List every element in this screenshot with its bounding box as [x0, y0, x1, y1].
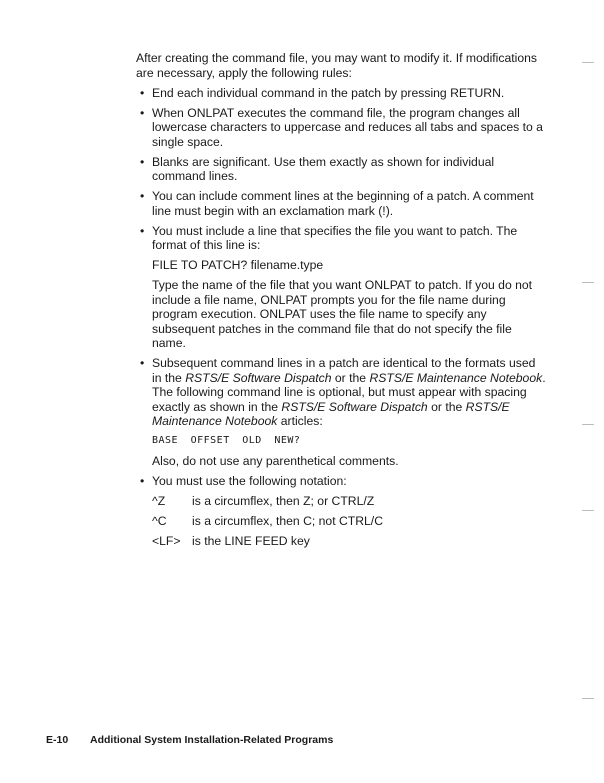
- list-item: [136, 155, 548, 184]
- bullet-icon: •: [140, 356, 145, 370]
- list-item-text: End each individual command in the patch by pressing RETURN.: [152, 85, 505, 100]
- page-footer: [46, 734, 333, 746]
- notation-row: [152, 534, 548, 549]
- bullet-icon: •: [140, 105, 145, 120]
- book-title: RSTS/E Software Dispatch: [185, 370, 332, 385]
- bullet-icon: •: [140, 85, 145, 100]
- page-number: E-10: [46, 734, 69, 746]
- rules-list: [136, 86, 548, 549]
- notation-desc: is a circumflex, then C; not CTRL/C: [192, 514, 383, 528]
- bullet-icon: •: [140, 154, 145, 169]
- list-item-text: You can include comment lines at the beginning of a patch. A comment line must begin with an exclamation mark (!).: [152, 189, 534, 218]
- document-body: [136, 51, 548, 554]
- command-line-example: BASE OFFSET OLD NEW?: [152, 435, 301, 446]
- book-title: RSTS/E Maintenance Notebook: [369, 370, 543, 385]
- notation-desc: is the LINE FEED key: [192, 534, 310, 548]
- file-paragraph: Type the name of the file that you want ONLPAT to patch. If you do not include a file name, ONLPAT prompts you for the file name during program execution. ONLPAT uses the file name to specify any subsequent patches in the command file that do not specify the file name.: [152, 278, 533, 350]
- margin-mark: [582, 698, 594, 699]
- subsequent-paragraph: [152, 356, 548, 429]
- margin-mark: [582, 282, 594, 283]
- text: articles:: [277, 414, 323, 428]
- list-item-text: You must use the following notation:: [152, 474, 347, 488]
- notation-key: ^Z: [152, 494, 166, 508]
- book-title: RSTS/E Software Dispatch: [281, 399, 428, 414]
- list-item-text: Blanks are significant. Use them exactly as shown for individual command lines.: [152, 154, 495, 183]
- list-item: [136, 224, 548, 351]
- list-item-text: When ONLPAT executes the command file, the program changes all lowercase characters to uppercase and reduces all tabs and spaces to a single space.: [152, 105, 543, 149]
- notation-row: [152, 494, 548, 509]
- bullet-icon: •: [140, 189, 145, 203]
- bullet-icon: •: [140, 223, 145, 238]
- list-item: [136, 189, 548, 218]
- notation-key: <LF>: [152, 534, 181, 548]
- text: . The following command line is optional, but must appear with spacing exactly as shown in the: [152, 370, 546, 414]
- margin-mark: [582, 62, 594, 63]
- also-paragraph: Also, do not use any parenthetical comments.: [152, 454, 399, 468]
- margin-mark: [582, 510, 594, 511]
- text: Subsequent command lines in a patch are identical to the formats used in the: [152, 356, 536, 385]
- book-title: RSTS/E Maintenance Notebook: [152, 399, 510, 428]
- list-item: [136, 474, 548, 549]
- notation-row: [152, 514, 548, 529]
- file-to-patch-format: FILE TO PATCH? filename.type: [152, 258, 324, 272]
- chapter-title: Additional System Installation-Related Programs: [90, 734, 334, 746]
- list-item-text: You must include a line that specifies the file you want to patch. The format of this line is:: [152, 223, 518, 252]
- notation-desc: is a circumflex, then Z; or CTRL/Z: [192, 494, 375, 508]
- list-item: [136, 356, 548, 469]
- text: or the: [331, 370, 370, 385]
- intro-paragraph: After creating the command file, you may want to modify it. If modifications are necessary, apply the following rules:: [136, 51, 538, 80]
- margin-mark: [582, 424, 594, 425]
- list-item: [136, 86, 548, 101]
- notation-key: ^C: [152, 514, 167, 528]
- text: or the: [427, 399, 466, 414]
- list-item: [136, 106, 548, 150]
- bullet-icon: •: [140, 474, 145, 488]
